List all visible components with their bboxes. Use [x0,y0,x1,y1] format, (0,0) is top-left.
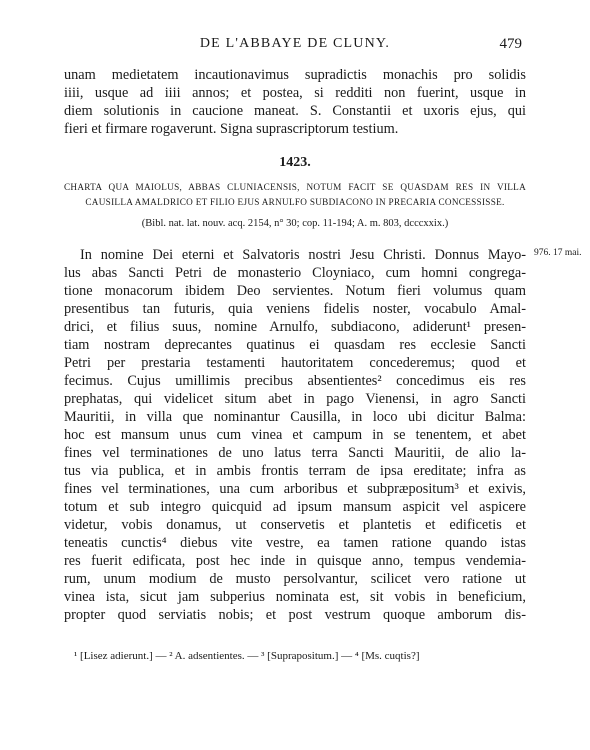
text-line: teneatis cunctis⁴ diebus vite vestre, ea tamen ratione quando istas [64,535,526,551]
text-line: presentibus tan futuris, quia veniens fidelis noster, vocabulo Amal- [64,301,526,317]
text-line: fines vel terminationes, una cum arboribus et subpræpositum³ et exivis, [64,481,526,497]
page-number: 479 [499,36,522,52]
text-line: tiam nostram deprecantes quatinus ei quasdam res ecclesie Sancti [64,337,526,353]
text-line: Mauritii, in villa que nominantur Causilla, in loco ubi dicitur Balma: [64,409,526,425]
footnotes: ¹ [Lisez adierunt.] — ² A. adsentientes. — ³ [Suprapositum.] — ⁴ [Ms. cuqtis?] [74,650,420,662]
running-header [64,36,526,56]
text-line: tione monacorum ibidem Deo servientes. Notum fieri volumus quam [64,283,526,299]
text-line: res fuerit edificata, post hec inde in quisque anno, tempus vendemia- [64,553,526,569]
text-line: tus via publica, et in ambis frontis terram de ipsa ereditate; infra as [64,463,526,479]
text-line: drici, et filius suus, nomine Arnulfo, subdiacono, adiderunt¹ presen- [64,319,526,335]
running-title: DE L'ABBAYE DE CLUNY. [199,36,391,51]
text-line: totum et sub integro quicquid ad ipsum mansum aspicit vel aspicere [64,499,526,515]
margin-date: 976. 17 mai. [534,248,582,258]
text-line: In nomine Dei eterni et Salvatoris nostri Jesu Christi. Donnus Mayo- [80,247,526,263]
text-line: Petri per prestaria testamenti hautoritatem concederemus; quod et [64,355,526,371]
text-line: hoc est mansum unus cum vinea et campum in se tenentem, et abet [64,427,526,443]
text-line: vinea ista, sicut jam subperius nominata est, sit vobis in beneficium, [64,589,526,605]
text-line: fines vel terminationes de uno latus terra Sancti Mauritii, de alio la- [64,445,526,461]
text-line: propter quod serviatis nobis; et post vestrum quoque amborum dis- [64,607,526,623]
text-line: fecimus. Cujus umillimis precibus absentientes² concedimus eis res [64,373,526,389]
text-line: fieri et firmare rogaverunt. Signa suprascriptorum testium. [64,121,399,137]
text-line: prephatas, qui videlicet situm abet in pago Vienensi, in agro Sancti [64,391,526,407]
text-line: diem solutionis in caucione maneat. S. Constantii et uxoris ejus, qui [64,103,526,119]
text-line: videtur, vobis donamus, ut conservetis et plantetis et edificetis et [64,517,526,533]
charter-number: 1423. [279,155,311,170]
charter-source: (Bibl. nat. lat. nouv. acq. 2154, n° 30; cop. 11-194; A. m. 803, dcccxxix.) [141,218,449,229]
charter-rubric-line: CHARTA QUA MAIOLUS, ABBAS CLUNIACENSIS, NOTUM FACIT SE QUASDAM RES IN VILLA [64,182,526,192]
text-line: unam medietatem incautionavimus supradictis monachis pro solidis [64,67,526,83]
text-line: iiii, usque ad iiii annos; et postea, si redditi non fuerint, usque in [64,85,526,101]
text-line: rum, unum modium de musto persolvantur, scilicet vero ratione ut [64,571,526,587]
charter-rubric-line: CAUSILLA AMALDRICO ET FILIO EJUS ARNULFO SUBDIACONO IN PRECARIA CONCESSISSE. [85,197,505,207]
text-line: lus abas Sancti Petri de monasterio Cloyniaco, cum homni congrega- [64,265,526,281]
